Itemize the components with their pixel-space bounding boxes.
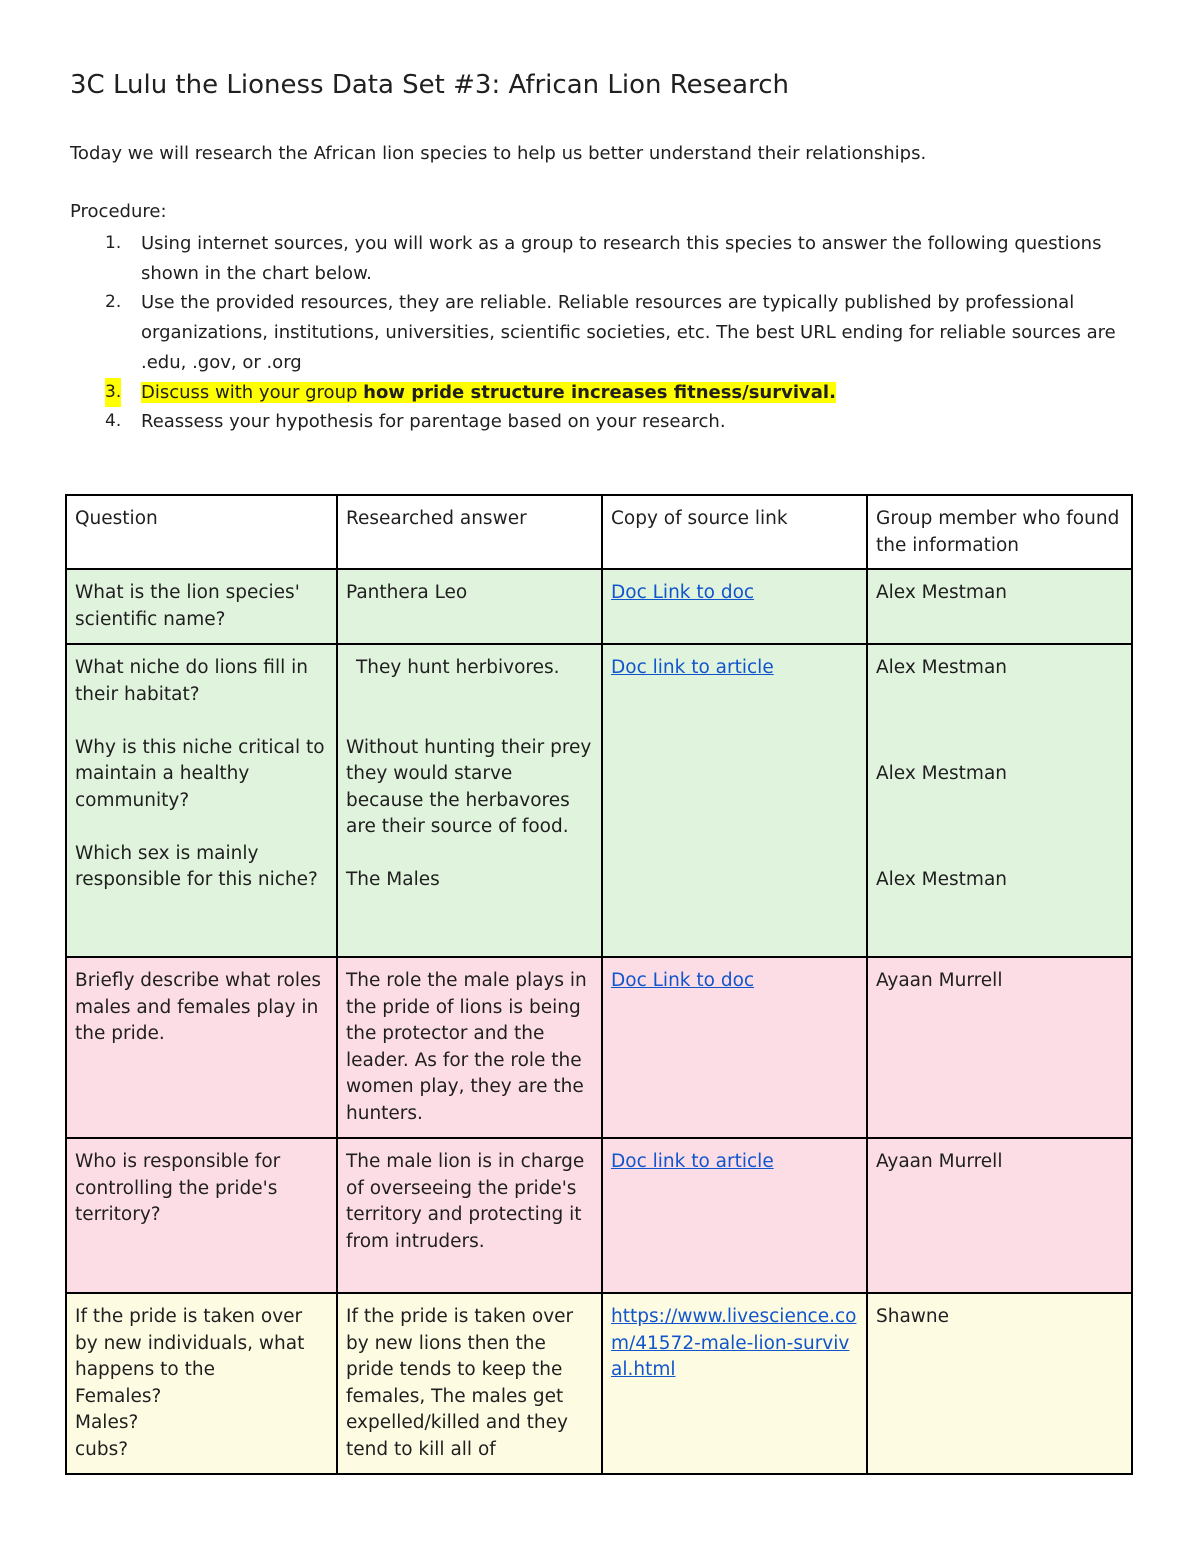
- question-line: Why is this niche critical to maintain a healthy community?: [75, 736, 325, 811]
- source-cell: [602, 644, 867, 957]
- step-number: 4.: [105, 411, 122, 432]
- source-cell: [602, 1293, 867, 1474]
- answer-cell: [337, 644, 602, 957]
- step-text: Reassess your hypothesis for parentage based on your research.: [141, 411, 726, 433]
- header-question: Question: [66, 495, 337, 569]
- question-cell: Who is responsible for controlling the pride's territory?: [66, 1138, 337, 1293]
- question-cell: Briefly describe what roles males and females play in the pride.: [66, 957, 337, 1138]
- step-text: Use the provided resources, they are reliable. Reliable resources are typically published by professional organizations, institutions, universities, scientific societies, etc. The best URL ending for reliable sources are .edu, .gov, or .org: [141, 292, 1116, 373]
- table-row: [66, 644, 1132, 957]
- answer-cell: Panthera Leo: [337, 569, 602, 644]
- answer-cell: The role the male plays in the pride of lions is being the protector and the leader. As for the role the women play, they are the hunters.: [337, 957, 602, 1138]
- procedure-step-2: [70, 288, 1130, 377]
- question-cell: What is the lion species' scientific name?: [66, 569, 337, 644]
- table-row: [66, 957, 1132, 1138]
- table-row: [66, 1293, 1132, 1474]
- research-table: [65, 494, 1133, 1475]
- table-header-row: [66, 495, 1132, 569]
- answer-line: Without hunting their prey they would starve because the herbavores are their source of food.: [346, 736, 592, 837]
- source-link[interactable]: Doc link to article: [611, 1151, 774, 1172]
- member-cell: Alex Mestman: [867, 569, 1132, 644]
- table-row: [66, 569, 1132, 644]
- step-number: 1.: [105, 233, 122, 253]
- answer-line: The Males: [346, 869, 440, 890]
- source-link[interactable]: Doc link to article: [611, 657, 774, 678]
- answer-cell: The male lion is in charge of overseeing the pride's territory and protecting it from intruders.: [337, 1138, 602, 1293]
- procedure-label: Procedure:: [70, 201, 167, 222]
- source-link[interactable]: Doc Link to doc: [611, 970, 755, 991]
- question-line: Males?: [75, 1412, 139, 1433]
- header-source: Copy of source link: [602, 495, 867, 569]
- source-link[interactable]: https://www.livescience.com/41572-male-lion-survival.html: [611, 1306, 857, 1380]
- step-number: 2.: [105, 292, 122, 313]
- step-text-bold: how pride structure increases fitness/survival.: [363, 381, 836, 403]
- page-title: 3C Lulu the Lioness Data Set #3: African Lion Research: [70, 70, 789, 100]
- header-member: Group member who found the information: [867, 495, 1132, 569]
- answer-cell: If the pride is taken over by new lions then the pride tends to keep the females, The males get expelled/killed and they tend to kill all of: [337, 1293, 602, 1474]
- question-line: What niche do lions fill in their habitat?: [75, 657, 308, 705]
- question-cell: [66, 1293, 337, 1474]
- member-line: Alex Mestman: [876, 763, 1007, 784]
- question-line: Which sex is mainly responsible for this niche?: [75, 842, 318, 890]
- source-cell: [602, 957, 867, 1138]
- procedure-step-1: [70, 229, 1130, 288]
- step-number: 3.: [105, 378, 121, 408]
- procedure-list: [70, 229, 1130, 437]
- member-line: Alex Mestman: [876, 657, 1007, 678]
- question-cell: [66, 644, 337, 957]
- member-cell: Shawne: [867, 1293, 1132, 1474]
- answer-line: They hunt herbivores.: [356, 657, 560, 678]
- procedure-step-3: [70, 378, 1130, 408]
- source-link[interactable]: Doc Link to doc: [611, 582, 755, 603]
- intro-text: Today we will research the African lion species to help us better understand their relationships.: [70, 143, 927, 164]
- source-cell: [602, 1138, 867, 1293]
- member-line: Alex Mestman: [876, 869, 1007, 890]
- question-line: cubs?: [75, 1438, 129, 1460]
- step-text: Using internet sources, you will work as a group to research this species to answer the following questions shown in the chart below.: [141, 233, 1102, 284]
- procedure-step-4: [70, 407, 1130, 437]
- step-text-highlighted: Discuss with your group: [141, 381, 364, 403]
- header-answer: Researched answer: [337, 495, 602, 569]
- question-line: Females?: [75, 1385, 162, 1407]
- member-cell: Ayaan Murrell: [867, 1138, 1132, 1293]
- member-cell: Ayaan Murrell: [867, 957, 1132, 1138]
- table-row: [66, 1138, 1132, 1293]
- member-cell: [867, 644, 1132, 957]
- source-cell: [602, 569, 867, 644]
- question-line: If the pride is taken over by new individuals, what happens to the: [75, 1306, 305, 1380]
